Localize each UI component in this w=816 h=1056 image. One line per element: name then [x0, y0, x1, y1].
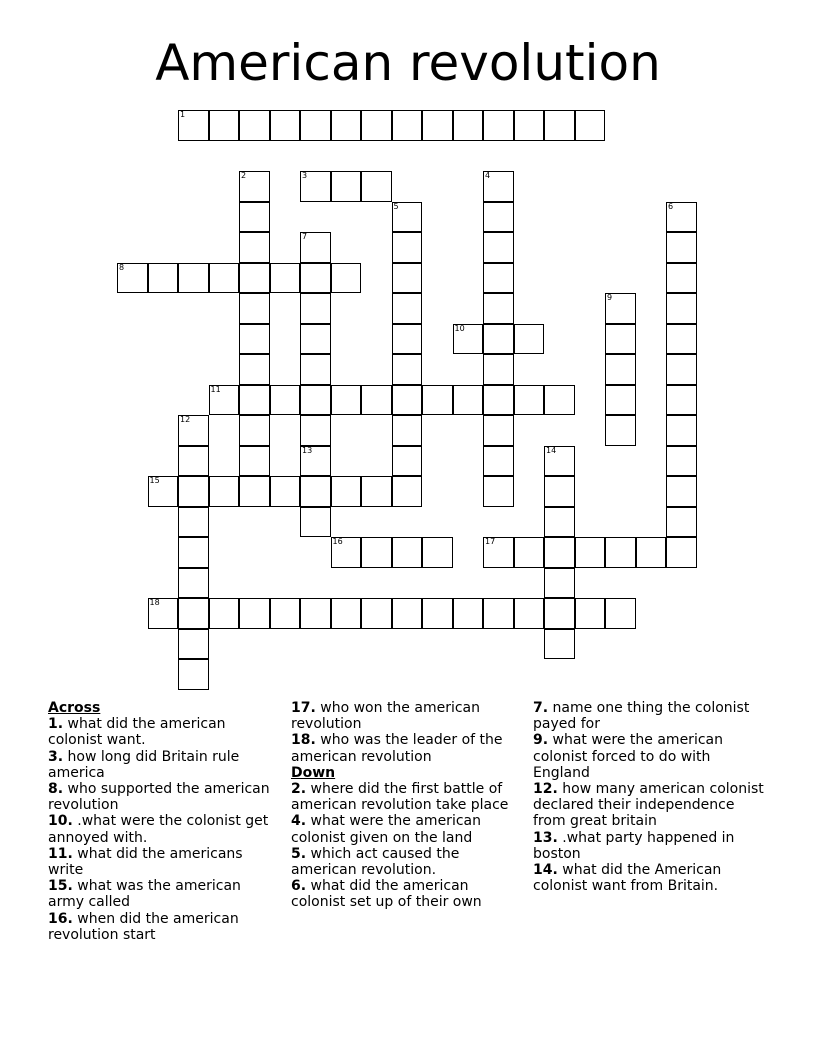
grid-cell[interactable] [544, 476, 575, 507]
clue-number: 3. [48, 748, 64, 765]
across-clue [48, 716, 280, 748]
clue-number: 15. [48, 878, 73, 895]
grid-cell[interactable] [331, 537, 362, 568]
grid-cell[interactable] [514, 537, 545, 568]
grid-cell[interactable] [361, 385, 392, 416]
grid-cell[interactable] [209, 263, 240, 294]
grid-cell[interactable] [239, 415, 270, 446]
cell-number: 10 [454, 323, 465, 333]
grid-cell[interactable] [483, 232, 514, 263]
grid-cell[interactable] [544, 537, 575, 568]
grid-cell[interactable] [361, 476, 392, 507]
grid-cell[interactable] [300, 476, 331, 507]
grid-cell[interactable] [392, 354, 423, 385]
grid-cell[interactable] [148, 598, 179, 629]
grid-cell[interactable] [575, 537, 606, 568]
grid-cell[interactable] [178, 446, 209, 477]
grid-cell[interactable] [483, 110, 514, 141]
grid-cell[interactable] [178, 629, 209, 660]
clue-text: how many american colonist declared their independence from great britain [533, 781, 764, 830]
across-header: Across [48, 700, 101, 716]
grid-cell[interactable] [392, 263, 423, 294]
grid-cell[interactable] [392, 202, 423, 233]
clue-text: which act caused the american revolution. [291, 845, 460, 879]
clue-text: who won the american revolution [291, 700, 480, 733]
grid-cell[interactable] [239, 385, 270, 416]
clue-number: 14. [533, 862, 558, 879]
grid-cell[interactable] [178, 598, 209, 629]
down-clue [291, 781, 523, 813]
grid-cell[interactable] [605, 354, 636, 385]
grid-cell[interactable] [331, 598, 362, 629]
grid-cell[interactable] [239, 171, 270, 202]
grid-cell[interactable] [239, 476, 270, 507]
grid-cell[interactable] [392, 415, 423, 446]
grid-cell[interactable] [300, 263, 331, 294]
clue-number: 8. [48, 781, 64, 798]
down-clue [533, 732, 765, 781]
down-clue [533, 862, 765, 894]
grid-cell[interactable] [483, 202, 514, 233]
grid-cell[interactable] [148, 476, 179, 507]
cell-number: 2 [241, 171, 247, 180]
grid-cell[interactable] [422, 110, 453, 141]
cell-number: 6 [668, 201, 674, 211]
grid-cell[interactable] [239, 293, 270, 324]
grid-cell[interactable] [270, 385, 301, 416]
clue-text: what did the americans write [48, 845, 243, 879]
clue-number: 18. [291, 732, 316, 749]
cell-number: 3 [302, 171, 308, 180]
clue-number: 5. [291, 845, 307, 862]
grid-cell[interactable] [483, 324, 514, 355]
clue-text: what did the American colonist want from Britain. [533, 862, 722, 895]
grid-cell[interactable] [666, 415, 697, 446]
grid-cell[interactable] [239, 324, 270, 355]
grid-cell[interactable] [300, 385, 331, 416]
across-clue [48, 781, 280, 813]
grid-cell[interactable] [544, 568, 575, 599]
clue-number: 17. [291, 700, 316, 716]
clue-number: 11. [48, 845, 73, 862]
grid-cell[interactable] [544, 598, 575, 629]
clue-text: what were the american colonist forced to do with England [533, 732, 723, 781]
across-clue [291, 732, 523, 764]
grid-cell[interactable] [666, 385, 697, 416]
grid-cell[interactable] [331, 263, 362, 294]
grid-cell[interactable] [178, 415, 209, 446]
grid-cell[interactable] [605, 415, 636, 446]
clue-text: .what were the colonist get annoyed with. [48, 813, 269, 846]
clue-number: 1. [48, 716, 64, 733]
grid-cell[interactable] [270, 476, 301, 507]
cell-number: 12 [180, 415, 191, 424]
grid-cell[interactable] [514, 598, 545, 629]
grid-cell[interactable] [300, 293, 331, 324]
clue-number: 4. [291, 813, 307, 830]
grid-cell[interactable] [361, 598, 392, 629]
grid-cell[interactable] [209, 110, 240, 141]
grid-cell[interactable] [514, 385, 545, 416]
grid-cell[interactable] [239, 598, 270, 629]
grid-cell[interactable] [178, 263, 209, 294]
cell-number: 7 [302, 232, 308, 241]
grid-cell[interactable] [544, 629, 575, 660]
grid-cell[interactable] [300, 446, 331, 477]
grid-cell[interactable] [666, 507, 697, 538]
grid-cell[interactable] [666, 202, 697, 233]
grid-cell[interactable] [422, 537, 453, 568]
grid-cell[interactable] [239, 202, 270, 233]
grid-cell[interactable] [483, 263, 514, 294]
grid-cell[interactable] [209, 385, 240, 416]
across-clue [48, 911, 280, 943]
grid-cell[interactable] [178, 476, 209, 507]
grid-cell[interactable] [483, 354, 514, 385]
grid-cell[interactable] [666, 232, 697, 263]
across-clue [48, 878, 280, 910]
grid-cell[interactable] [605, 324, 636, 355]
grid-cell[interactable] [300, 324, 331, 355]
grid-cell[interactable] [453, 110, 484, 141]
grid-cell[interactable] [117, 263, 148, 294]
grid-cell[interactable] [575, 598, 606, 629]
down-clue [533, 830, 765, 862]
grid-cell[interactable] [270, 598, 301, 629]
clue-text: name one thing the colonist payed for [533, 700, 750, 733]
down-header: Down [291, 764, 336, 781]
across-clue [48, 749, 280, 781]
grid-cell[interactable] [178, 568, 209, 599]
grid-cell[interactable] [544, 385, 575, 416]
grid-cell[interactable] [514, 324, 545, 355]
grid-cell[interactable] [148, 263, 179, 294]
down-clue [291, 878, 523, 910]
grid-cell[interactable] [392, 598, 423, 629]
grid-cell[interactable] [483, 171, 514, 202]
grid-cell[interactable] [483, 537, 514, 568]
grid-cell[interactable] [514, 110, 545, 141]
grid-cell[interactable] [605, 537, 636, 568]
cell-number: 18 [149, 598, 160, 607]
grid-cell[interactable] [239, 446, 270, 477]
grid-cell[interactable] [331, 110, 362, 141]
grid-cell[interactable] [331, 385, 362, 416]
clue-number: 6. [291, 878, 307, 895]
cell-number: 4 [485, 171, 491, 180]
grid-cell[interactable] [666, 293, 697, 324]
grid-cell[interactable] [300, 354, 331, 385]
grid-cell[interactable] [544, 110, 575, 141]
across-clue [48, 813, 280, 845]
grid-cell[interactable] [422, 598, 453, 629]
grid-cell[interactable] [666, 354, 697, 385]
clue-number: 2. [291, 781, 307, 798]
grid-cell[interactable] [178, 659, 209, 690]
cell-number: 8 [119, 262, 125, 272]
clue-text: when did the american revolution start [48, 910, 239, 943]
clues-column-1 [48, 700, 280, 943]
grid-cell[interactable] [483, 385, 514, 416]
grid-cell[interactable] [300, 507, 331, 538]
grid-cell[interactable] [483, 293, 514, 324]
down-clue [291, 813, 523, 845]
cell-number: 16 [332, 537, 343, 546]
grid-cell[interactable] [392, 446, 423, 477]
grid-cell[interactable] [361, 537, 392, 568]
grid-cell[interactable] [178, 110, 209, 141]
cell-number: 1 [180, 110, 186, 119]
grid-cell[interactable] [300, 171, 331, 202]
grid-cell[interactable] [392, 110, 423, 141]
grid-cell[interactable] [270, 110, 301, 141]
grid-cell[interactable] [300, 232, 331, 263]
grid-cell[interactable] [392, 537, 423, 568]
grid-cell[interactable] [483, 446, 514, 477]
grid-cell[interactable] [453, 598, 484, 629]
grid-cell[interactable] [636, 537, 667, 568]
grid-cell[interactable] [544, 507, 575, 538]
grid-cell[interactable] [453, 385, 484, 416]
grid-cell[interactable] [666, 446, 697, 477]
grid-cell[interactable] [605, 385, 636, 416]
grid-cell[interactable] [483, 415, 514, 446]
grid-cell[interactable] [483, 598, 514, 629]
across-clue [48, 846, 280, 878]
grid-cell[interactable] [209, 476, 240, 507]
grid-cell[interactable] [392, 324, 423, 355]
clue-text: what did the american colonist want. [48, 716, 226, 749]
clues-column-2 [291, 700, 523, 911]
grid-cell[interactable] [239, 232, 270, 263]
grid-cell[interactable] [300, 110, 331, 141]
grid-cell[interactable] [331, 476, 362, 507]
grid-cell[interactable] [300, 415, 331, 446]
grid-cell[interactable] [483, 476, 514, 507]
puzzle-title: American revolution [155, 34, 661, 92]
grid-cell[interactable] [178, 537, 209, 568]
grid-cell[interactable] [178, 507, 209, 538]
grid-cell[interactable] [392, 476, 423, 507]
clue-number: 10. [48, 813, 73, 830]
grid-cell[interactable] [361, 171, 392, 202]
grid-cell[interactable] [392, 232, 423, 263]
clue-text: where did the first battle of american revolution take place [291, 781, 509, 814]
down-clue [291, 846, 523, 878]
clue-number: 7. [533, 700, 549, 716]
grid-cell[interactable] [666, 324, 697, 355]
grid-cell[interactable] [453, 324, 484, 355]
grid-cell[interactable] [239, 110, 270, 141]
grid-cell[interactable] [392, 385, 423, 416]
grid-cell[interactable] [666, 476, 697, 507]
down-clue [533, 700, 765, 732]
clue-number: 13. [533, 829, 558, 846]
cell-number: 11 [210, 384, 221, 394]
clue-text: .what party happened in boston [533, 829, 735, 862]
clue-number: 16. [48, 910, 73, 927]
cell-number: 13 [302, 445, 313, 455]
clue-text: what was the american army called [48, 878, 241, 911]
cell-number: 5 [393, 201, 399, 211]
cell-number: 15 [149, 476, 160, 485]
grid-cell[interactable] [605, 598, 636, 629]
grid-cell[interactable] [544, 446, 575, 477]
cell-number: 14 [546, 445, 557, 455]
across-clue [291, 700, 523, 732]
grid-cell[interactable] [575, 110, 606, 141]
grid-cell[interactable] [331, 171, 362, 202]
clue-number: 9. [533, 732, 549, 749]
clue-number: 12. [533, 781, 558, 798]
clues-column-3 [533, 700, 765, 894]
clue-text: who was the leader of the american revolution [291, 732, 503, 765]
grid-cell[interactable] [422, 385, 453, 416]
clue-text: what did the american colonist set up of their own [291, 878, 482, 911]
grid-cell[interactable] [392, 293, 423, 324]
grid-cell[interactable] [300, 598, 331, 629]
cell-number: 17 [485, 537, 496, 546]
grid-cell[interactable] [239, 263, 270, 294]
grid-cell[interactable] [239, 354, 270, 385]
clue-text: who supported the american revolution [48, 781, 270, 814]
grid-cell[interactable] [361, 110, 392, 141]
grid-cell[interactable] [209, 598, 240, 629]
down-clue [533, 781, 765, 830]
grid-cell[interactable] [666, 537, 697, 568]
grid-cell[interactable] [605, 293, 636, 324]
grid-cell[interactable] [270, 263, 301, 294]
cell-number: 9 [607, 293, 613, 302]
clue-text: how long did Britain rule america [48, 748, 240, 781]
grid-cell[interactable] [666, 263, 697, 294]
clue-text: what were the american colonist given on the land [291, 813, 481, 846]
